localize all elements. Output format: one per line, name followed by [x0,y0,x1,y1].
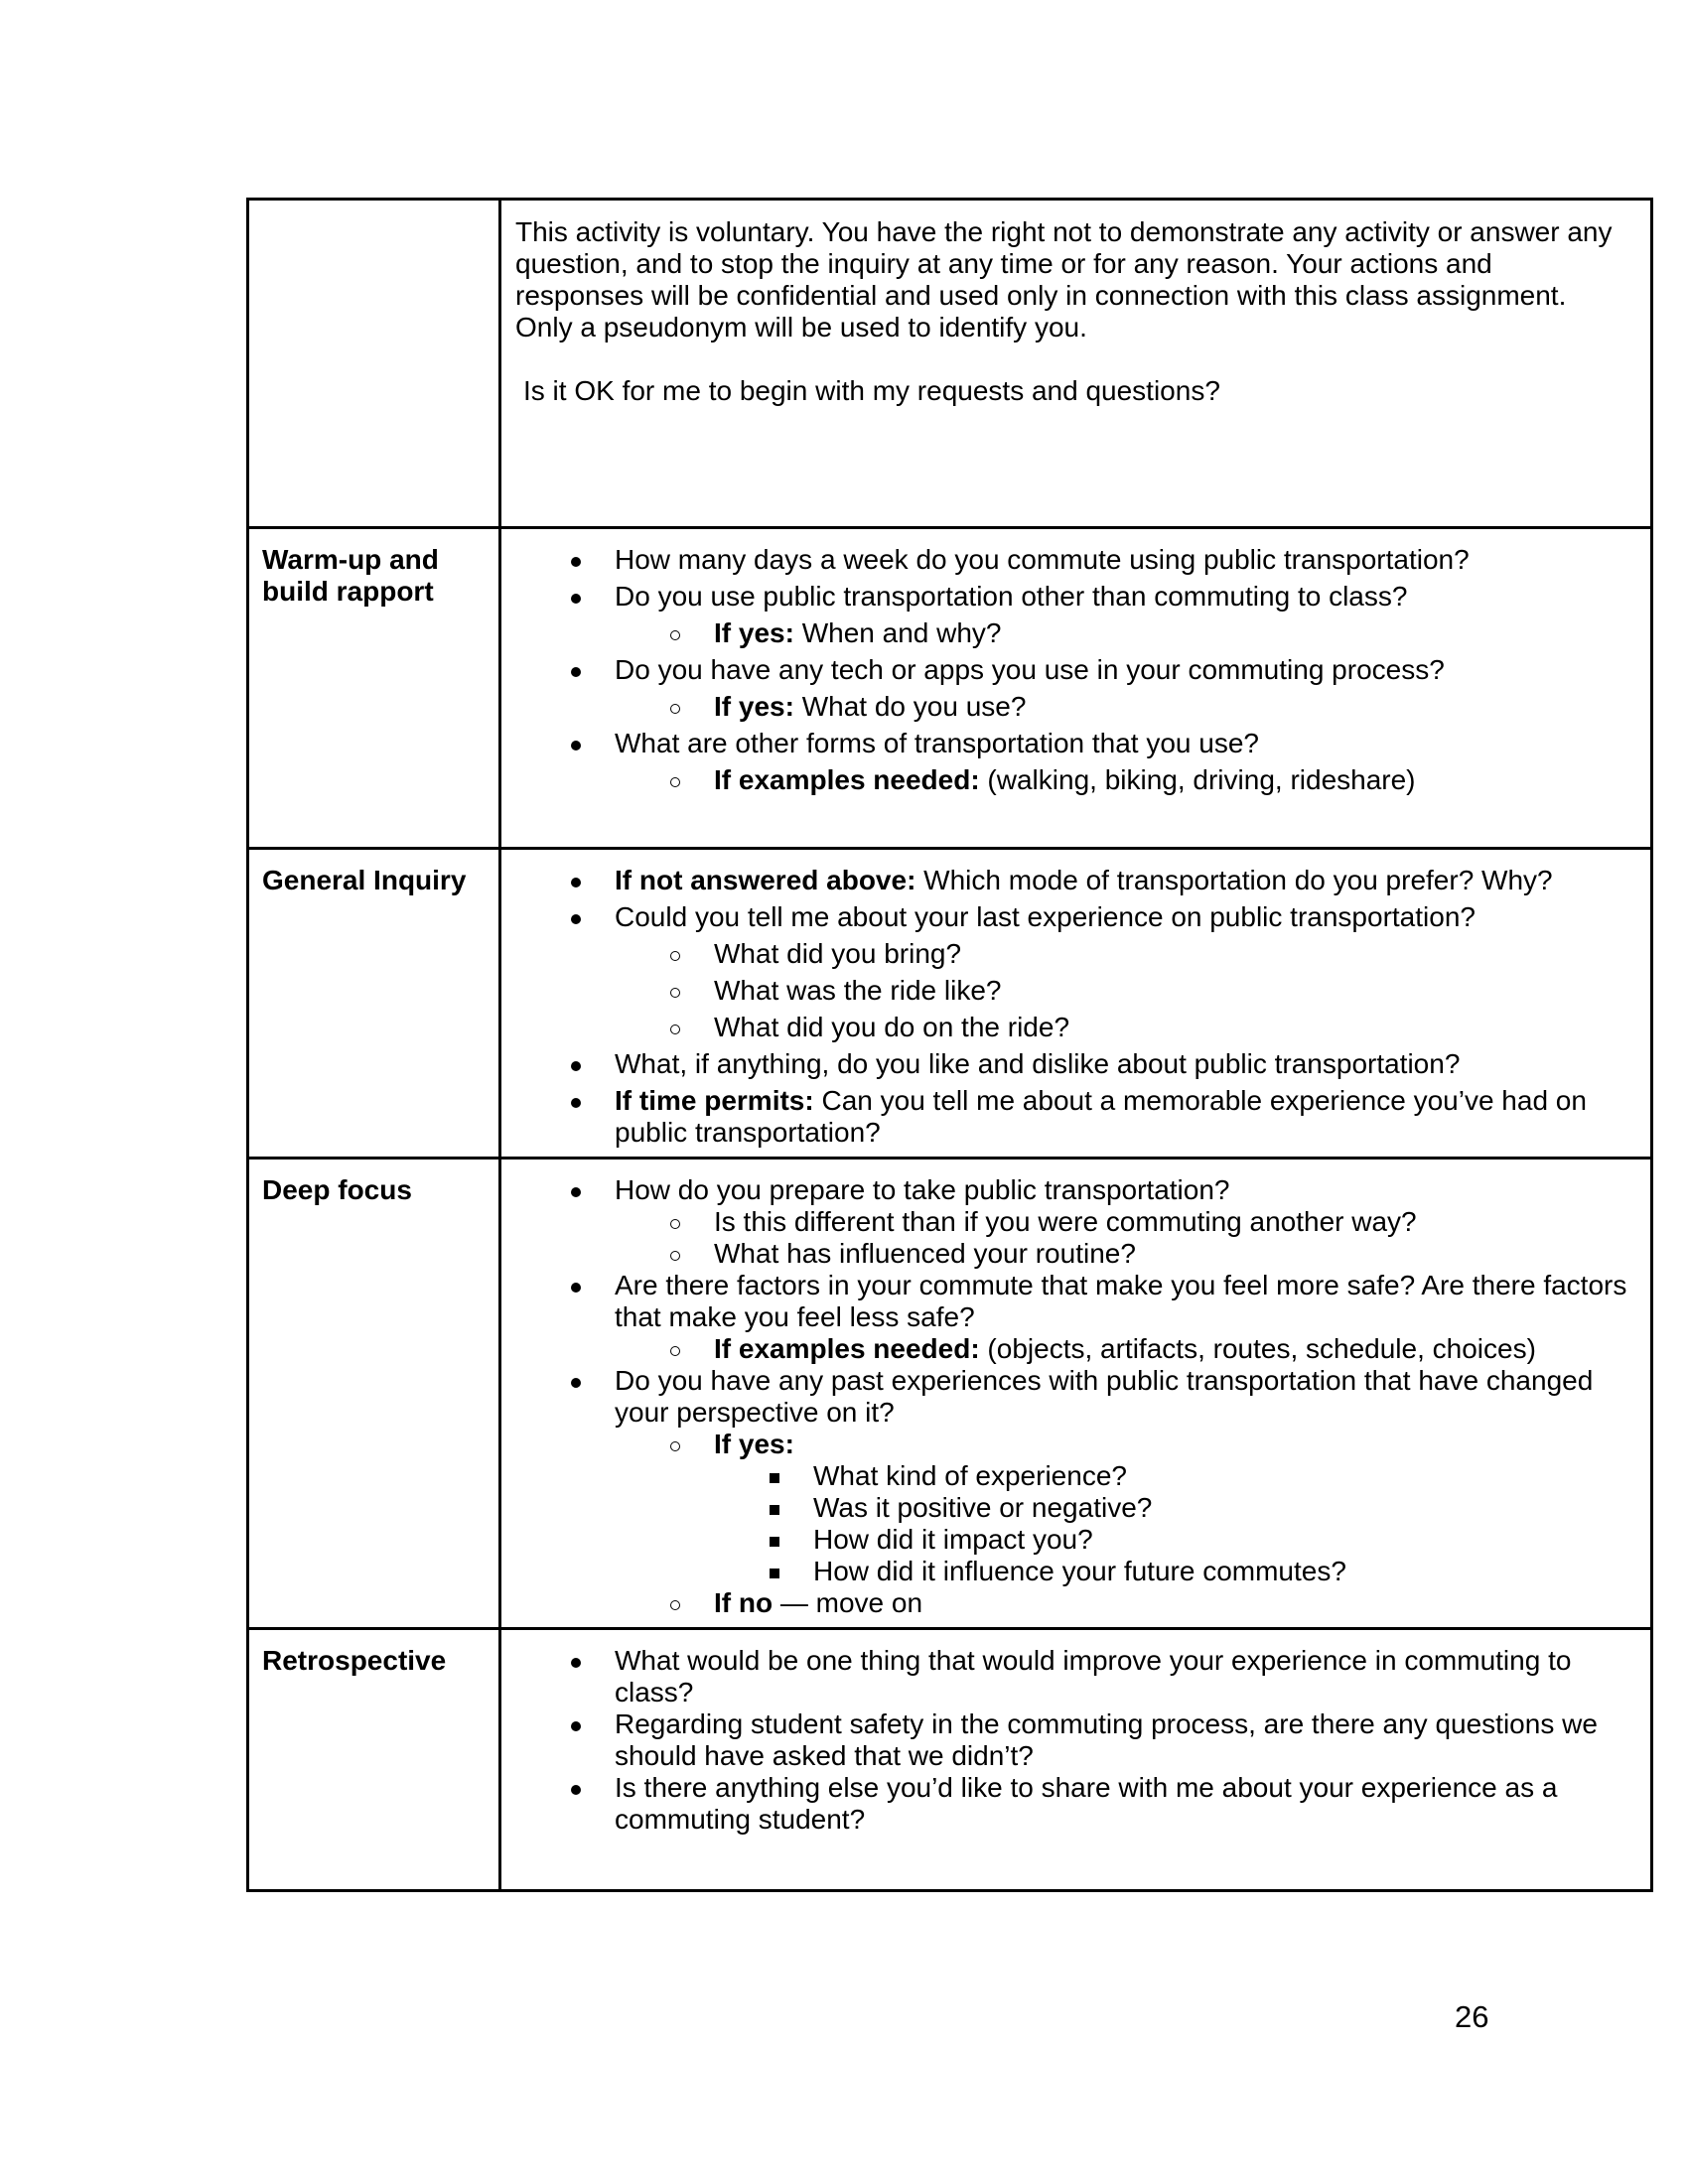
list-item: If no — move on [501,1587,1650,1619]
bullet-icon [571,1721,581,1731]
consent-content-cell [500,200,1652,528]
consent-paragraph: This activity is voluntary. You have the right not to demonstrate any activity or answer any question, and to stop the inquiry at any time or for any reason. Your actions and responses will be confidential and used only in connection with this class assignment. Only a pseudonym will be used to identify you. [515,216,1613,342]
warmup-question-list [501,529,1650,796]
section-label-retro: Retrospective [262,1645,447,1676]
page-number: 26 [1455,1999,1489,2034]
sub-bullet-icon [670,777,680,787]
list-item: Do you use public transportation other than commuting to class? [501,581,1650,613]
list-item: Is this different than if you were commuting another way? [501,1206,1650,1238]
list-item: Could you tell me about your last experience on public transportation? [501,901,1650,933]
interview-protocol-table [246,198,1653,1892]
list-item: If time permits: Can you tell me about a memorable experience you’ve had on public transportation? [501,1085,1650,1149]
bullet-icon [571,878,581,887]
sub-bullet-icon [670,1219,680,1229]
sub-bullet-icon [670,951,680,961]
list-item: What are other forms of transportation that you use? [501,728,1650,759]
consent-row [248,200,1652,528]
bullet-icon [571,1283,581,1293]
square-bullet-icon [770,1473,779,1483]
list-item: If examples needed: (objects, artifacts, routes, schedule, choices) [501,1333,1650,1365]
general-row [248,849,1652,1159]
deep-content-cell [500,1159,1652,1629]
bullet-icon [571,914,581,924]
sub-bullet-icon [670,630,680,640]
list-item: What, if anything, do you like and dislike about public transportation? [501,1048,1650,1080]
bullet-icon [571,1061,581,1071]
square-bullet-icon [770,1537,779,1547]
square-bullet-icon [770,1569,779,1578]
list-item: Are there factors in your commute that make you feel more safe? Are there factors that make you feel less safe? [501,1270,1650,1333]
general-content-cell [500,849,1652,1159]
list-item: Do you have any past experiences with public transportation that have changed your perspective on it? [501,1365,1650,1429]
list-item: How did it influence your future commutes? [501,1556,1650,1587]
deep-row [248,1159,1652,1629]
sub-bullet-icon [670,1346,680,1356]
list-item: How do you prepare to take public transportation? [501,1174,1650,1206]
list-item: What has influenced your routine? [501,1238,1650,1270]
consent-question: Is it OK for me to begin with my requests and questions? [523,375,1220,406]
retro-question-list [501,1630,1650,1836]
sub-bullet-icon [670,1441,680,1451]
sub-bullet-icon [670,1600,680,1610]
list-item: How many days a week do you commute using public transportation? [501,544,1650,576]
bullet-icon [571,1187,581,1197]
deep-question-list [501,1160,1650,1619]
list-item: How did it impact you? [501,1524,1650,1556]
warmup-label-cell [248,528,500,849]
list-item: Was it positive or negative? [501,1492,1650,1524]
section-label-warmup: Warm-up and build rapport [262,544,439,607]
bullet-icon [571,1098,581,1108]
deep-label-cell [248,1159,500,1629]
list-item: What did you do on the ride? [501,1012,1650,1043]
bullet-icon [571,594,581,604]
retro-row [248,1629,1652,1891]
sub-bullet-icon [670,988,680,998]
general-label-cell [248,849,500,1159]
bullet-icon [571,741,581,751]
section-label-general: General Inquiry [262,865,467,895]
bullet-icon [571,1658,581,1668]
bullet-icon [571,1378,581,1388]
list-item: Is there anything else you’d like to share with me about your experience as a commuting student? [501,1772,1650,1836]
sub-bullet-icon [670,704,680,714]
bullet-icon [571,1785,581,1795]
list-item: What did you bring? [501,938,1650,970]
list-item: If yes: What do you use? [501,691,1650,723]
section-label-deep: Deep focus [262,1174,412,1205]
warmup-content-cell [500,528,1652,849]
list-item: If yes: [501,1429,1650,1460]
general-question-list [501,850,1650,1149]
list-item: What would be one thing that would improve your experience in commuting to class? [501,1645,1650,1708]
list-item: Regarding student safety in the commuting process, are there any questions we should have asked that we didn’t? [501,1708,1650,1772]
retro-label-cell [248,1629,500,1891]
list-item: If yes: When and why? [501,617,1650,649]
sub-bullet-icon [670,1024,680,1034]
bullet-icon [571,667,581,677]
list-item: What was the ride like? [501,975,1650,1007]
square-bullet-icon [770,1505,779,1515]
sub-bullet-icon [670,1251,680,1261]
warmup-row [248,528,1652,849]
list-item: Do you have any tech or apps you use in your commuting process? [501,654,1650,686]
list-item: If not answered above: Which mode of transportation do you prefer? Why? [501,865,1650,896]
consent-label-cell [248,200,500,528]
list-item: What kind of experience? [501,1460,1650,1492]
retro-content-cell [500,1629,1652,1891]
bullet-icon [571,557,581,567]
list-item: If examples needed: (walking, biking, driving, rideshare) [501,764,1650,796]
